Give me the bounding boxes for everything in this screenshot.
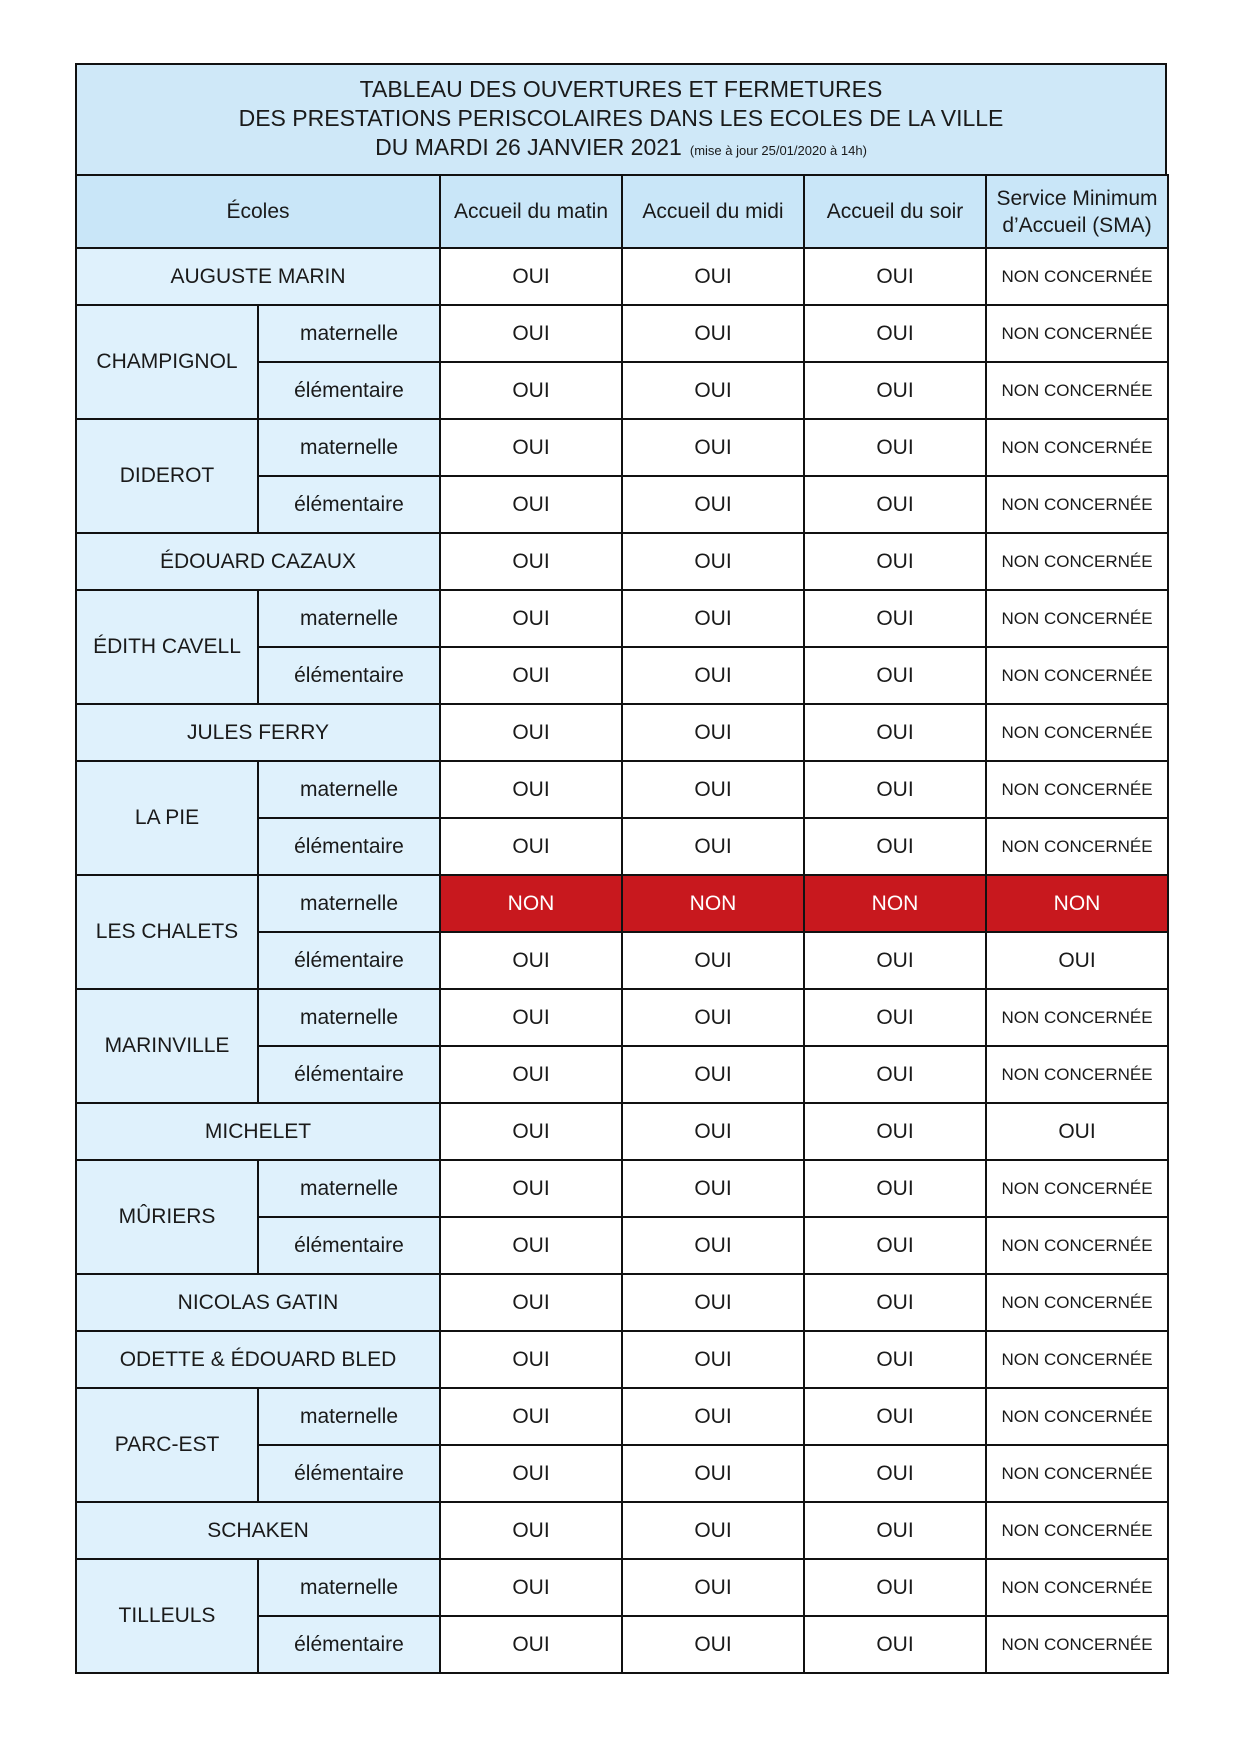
table-body [76,248,1168,1673]
school-name: ODETTE & ÉDOUARD BLED [76,1331,440,1388]
title-line-1: TABLEAU DES OUVERTURES ET FERMETURES [359,75,883,102]
status-sma: NON CONCERNÉE [986,476,1168,533]
status-sma: NON CONCERNÉE [986,590,1168,647]
status-soir: OUI [804,248,986,305]
update-note: (mise à jour 25/01/2020 à 14h) [689,142,867,158]
status-midi: OUI [622,1388,804,1445]
school-name: MARINVILLE [76,989,258,1103]
periscolaire-table [75,174,1169,1674]
status-sma: NON CONCERNÉE [986,1160,1168,1217]
status-soir: OUI [804,647,986,704]
school-level: maternelle [258,761,440,818]
status-matin: OUI [440,1388,622,1445]
status-sma: NON CONCERNÉE [986,1274,1168,1331]
school-level: élémentaire [258,1046,440,1103]
school-level: maternelle [258,419,440,476]
status-soir: OUI [804,305,986,362]
status-midi: NON [622,875,804,932]
status-sma: NON CONCERNÉE [986,989,1168,1046]
status-midi: OUI [622,932,804,989]
status-soir: OUI [804,533,986,590]
status-sma: NON CONCERNÉE [986,647,1168,704]
status-midi: OUI [622,818,804,875]
table-row [76,1502,1168,1559]
status-sma: NON CONCERNÉE [986,1502,1168,1559]
school-level: maternelle [258,1559,440,1616]
status-midi: OUI [622,704,804,761]
status-matin: OUI [440,1616,622,1673]
school-level: élémentaire [258,362,440,419]
status-midi: OUI [622,419,804,476]
status-midi: OUI [622,1331,804,1388]
status-soir: OUI [804,704,986,761]
school-level: élémentaire [258,1445,440,1502]
status-midi: OUI [622,533,804,590]
school-level: élémentaire [258,1616,440,1673]
status-midi: OUI [622,989,804,1046]
school-name: LA PIE [76,761,258,875]
status-sma: NON CONCERNÉE [986,533,1168,590]
table-row [76,1274,1168,1331]
status-sma: NON CONCERNÉE [986,305,1168,362]
school-level: maternelle [258,590,440,647]
status-soir: OUI [804,932,986,989]
status-matin: OUI [440,1331,622,1388]
header-accueil-soir: Accueil du soir [804,175,986,248]
status-soir: OUI [804,1502,986,1559]
status-soir: OUI [804,1445,986,1502]
school-name: MÛRIERS [76,1160,258,1274]
status-sma: NON CONCERNÉE [986,1217,1168,1274]
status-soir: OUI [804,476,986,533]
table-row [76,704,1168,761]
table-row [76,590,1168,647]
school-level: maternelle [258,1388,440,1445]
table-row [76,1331,1168,1388]
status-soir: OUI [804,1160,986,1217]
status-matin: OUI [440,1046,622,1103]
status-sma: NON CONCERNÉE [986,1616,1168,1673]
school-name: AUGUSTE MARIN [76,248,440,305]
status-midi: OUI [622,1559,804,1616]
title-line-2: DES PRESTATIONS PERISCOLAIRES DANS LES ECOLES DE LA VILLE [238,104,1004,131]
status-soir: OUI [804,362,986,419]
status-matin: OUI [440,761,622,818]
status-matin: OUI [440,476,622,533]
school-name: ÉDITH CAVELL [76,590,258,704]
status-soir: OUI [804,1217,986,1274]
status-sma: NON CONCERNÉE [986,362,1168,419]
status-sma: OUI [986,1103,1168,1160]
status-matin: OUI [440,362,622,419]
status-midi: OUI [622,761,804,818]
table-row [76,989,1168,1046]
status-soir: OUI [804,1274,986,1331]
table-row [76,1160,1168,1217]
status-soir: OUI [804,419,986,476]
status-midi: OUI [622,1103,804,1160]
status-midi: OUI [622,1046,804,1103]
school-level: maternelle [258,1160,440,1217]
school-name: NICOLAS GATIN [76,1274,440,1331]
header-ecoles: Écoles [76,175,440,248]
status-midi: OUI [622,1445,804,1502]
status-sma: NON CONCERNÉE [986,1445,1168,1502]
status-midi: OUI [622,1616,804,1673]
status-midi: OUI [622,1274,804,1331]
status-midi: OUI [622,305,804,362]
school-level: maternelle [258,305,440,362]
school-name: CHAMPIGNOL [76,305,258,419]
status-midi: OUI [622,362,804,419]
status-matin: OUI [440,1217,622,1274]
school-level: élémentaire [258,1217,440,1274]
school-level: élémentaire [258,647,440,704]
school-name: PARC-EST [76,1388,258,1502]
status-soir: OUI [804,761,986,818]
table-row [76,305,1168,362]
status-sma: NON CONCERNÉE [986,419,1168,476]
status-matin: OUI [440,932,622,989]
status-midi: OUI [622,248,804,305]
school-name: JULES FERRY [76,704,440,761]
status-midi: OUI [622,476,804,533]
status-matin: OUI [440,1502,622,1559]
status-sma: NON CONCERNÉE [986,1046,1168,1103]
status-matin: OUI [440,590,622,647]
table-row [76,248,1168,305]
table-row [76,761,1168,818]
status-matin: OUI [440,1445,622,1502]
table-row [76,875,1168,932]
school-level: élémentaire [258,818,440,875]
status-midi: OUI [622,1502,804,1559]
school-name: DIDEROT [76,419,258,533]
status-matin: OUI [440,989,622,1046]
table-row [76,419,1168,476]
title-line-3 [375,133,867,165]
table-row [76,533,1168,590]
status-matin: OUI [440,1559,622,1616]
status-matin: OUI [440,1160,622,1217]
status-midi: OUI [622,1160,804,1217]
school-level: maternelle [258,989,440,1046]
status-soir: OUI [804,1388,986,1445]
status-soir: NON [804,875,986,932]
status-sma: NON CONCERNÉE [986,248,1168,305]
status-soir: OUI [804,1046,986,1103]
table-row [76,1388,1168,1445]
school-name: MICHELET [76,1103,440,1160]
header-row [76,175,1168,248]
status-midi: OUI [622,590,804,647]
school-name: ÉDOUARD CAZAUX [76,533,440,590]
title-date: DU MARDI 26 JANVIER 2021 [375,133,682,160]
status-sma: NON CONCERNÉE [986,704,1168,761]
school-name: SCHAKEN [76,1502,440,1559]
schedule-sheet [75,63,1167,1674]
status-matin: OUI [440,248,622,305]
status-matin: OUI [440,305,622,362]
status-sma: NON CONCERNÉE [986,1559,1168,1616]
status-matin: OUI [440,419,622,476]
status-midi: OUI [622,647,804,704]
status-matin: OUI [440,533,622,590]
table-row [76,1559,1168,1616]
status-sma: OUI [986,932,1168,989]
school-level: élémentaire [258,932,440,989]
status-matin: OUI [440,647,622,704]
status-sma: NON CONCERNÉE [986,761,1168,818]
school-level: maternelle [258,875,440,932]
status-matin: OUI [440,1274,622,1331]
status-matin: OUI [440,818,622,875]
status-sma: NON CONCERNÉE [986,1388,1168,1445]
status-sma: NON CONCERNÉE [986,1331,1168,1388]
table-row [76,1103,1168,1160]
status-matin: OUI [440,704,622,761]
status-matin: NON [440,875,622,932]
title-box [75,63,1167,174]
status-soir: OUI [804,1616,986,1673]
status-soir: OUI [804,590,986,647]
header-accueil-matin: Accueil du matin [440,175,622,248]
school-level: élémentaire [258,476,440,533]
header-accueil-midi: Accueil du midi [622,175,804,248]
status-soir: OUI [804,818,986,875]
school-name: TILLEULS [76,1559,258,1673]
status-soir: OUI [804,1559,986,1616]
status-matin: OUI [440,1103,622,1160]
status-soir: OUI [804,1103,986,1160]
header-sma: Service Minimum d’Accueil (SMA) [986,175,1168,248]
status-sma: NON [986,875,1168,932]
status-sma: NON CONCERNÉE [986,818,1168,875]
school-name: LES CHALETS [76,875,258,989]
status-soir: OUI [804,989,986,1046]
status-midi: OUI [622,1217,804,1274]
status-soir: OUI [804,1331,986,1388]
